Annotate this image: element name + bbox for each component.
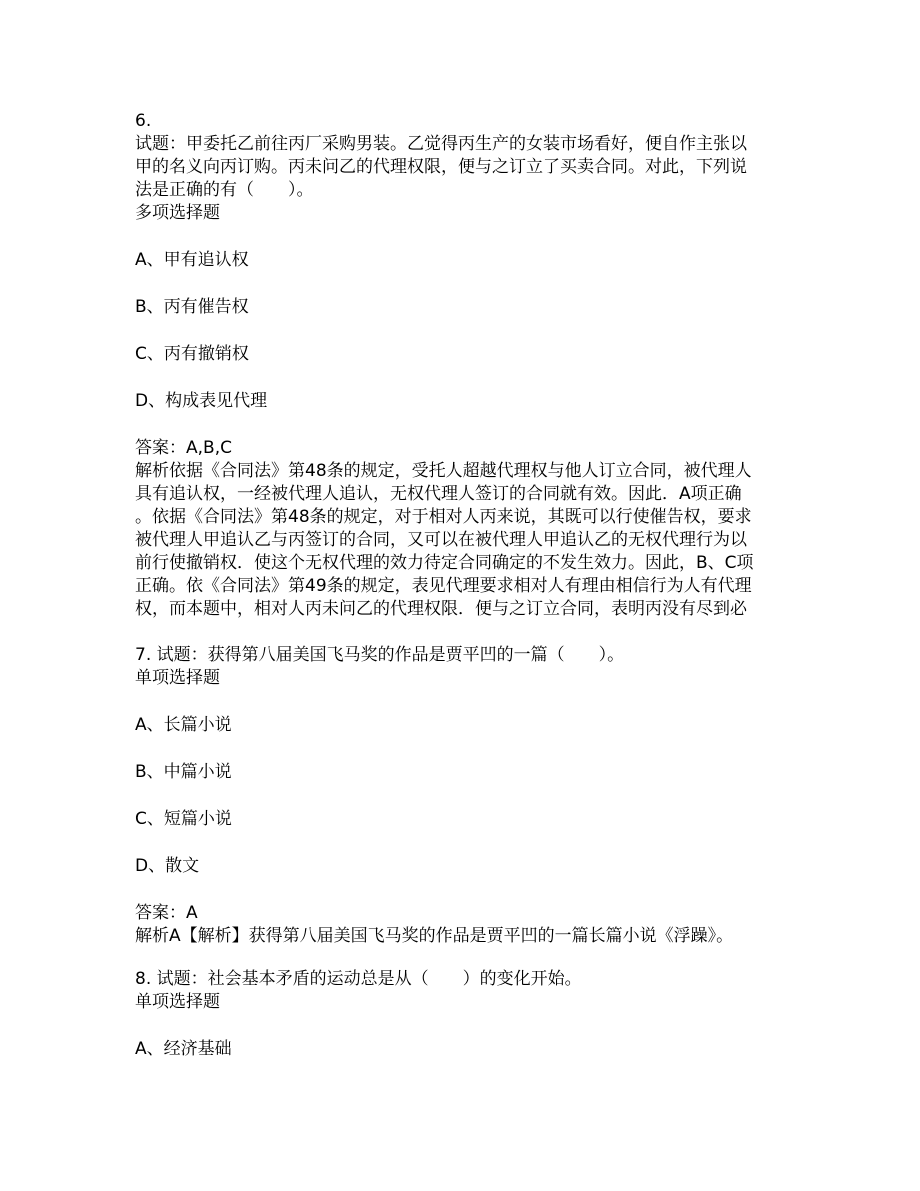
answer: 答案：A,B,C [135,438,232,458]
option-c: C、短篇小说 [135,809,232,829]
option-a: A、长篇小说 [135,715,232,735]
option-d: D、构成表见代理 [135,391,268,411]
question-stem-line: 8. 试题：社会基本矛盾的运动总是从（ ）的变化开始。 [135,969,582,989]
question-6 [135,110,790,621]
analysis-line: 具有追认权，一经被代理人追认，无权代理人签订的合同就有效。因此．A项正确 [135,484,742,504]
analysis-line: 。依据《合同法》第48条的规定，对于相对人丙来说，其既可以行使催告权，要求 [135,507,752,527]
option-b: B、丙有催告权 [135,297,249,317]
analysis-line: 正确。依《合同法》第49条的规定，表见代理要求相对人有理由相信行为人有代理 [135,576,752,596]
analysis [135,460,790,621]
question-type: 单项选择题 [135,668,220,688]
question-stem-line: 7. 试题：获得第八届美国飞马奖的作品是贾平凹的一篇（ ）。 [135,645,625,665]
question-stem-line: 法是正确的有（ ）。 [135,180,314,200]
question-number: 6. [135,111,152,131]
option-c: C、丙有撤销权 [135,344,249,364]
analysis: 解析A【解析】获得第八届美国飞马奖的作品是贾平凹的一篇长篇小说《浮躁》。 [135,926,734,946]
analysis-line: 权，而本题中，相对人丙未问乙的代理权限．便与之订立合同，表明丙没有尽到必 [135,599,747,619]
question-8 [135,968,790,1061]
analysis-line: 解析依据《合同法》第48条的规定，受托人超越代理权与他人订立合同，被代理人 [135,461,752,481]
question-stem-line: 试题：甲委托乙前往丙厂采购男装。乙觉得丙生产的女装市场看好，便自作主张以 [135,134,747,154]
option-a: A、甲有追认权 [135,250,249,270]
question-type: 多项选择题 [135,203,220,223]
question-7 [135,644,790,948]
analysis-line: 前行使撤销权．使这个无权代理的效力待定合同确定的不发生效力。因此，B、C项 [135,553,754,573]
analysis-line: 被代理人甲追认乙与丙签订的合同，又可以在被代理人甲追认乙的无权代理行为以 [135,530,747,550]
answer: 答案：A [135,903,198,923]
question-stem-line: 甲的名义向丙订购。丙未问乙的代理权限，便与之订立了买卖合同。对此，下列说 [135,157,747,177]
question-type: 单项选择题 [135,992,220,1012]
option-a: A、经济基础 [135,1039,232,1059]
option-b: B、中篇小说 [135,762,232,782]
option-d: D、散文 [135,856,200,876]
